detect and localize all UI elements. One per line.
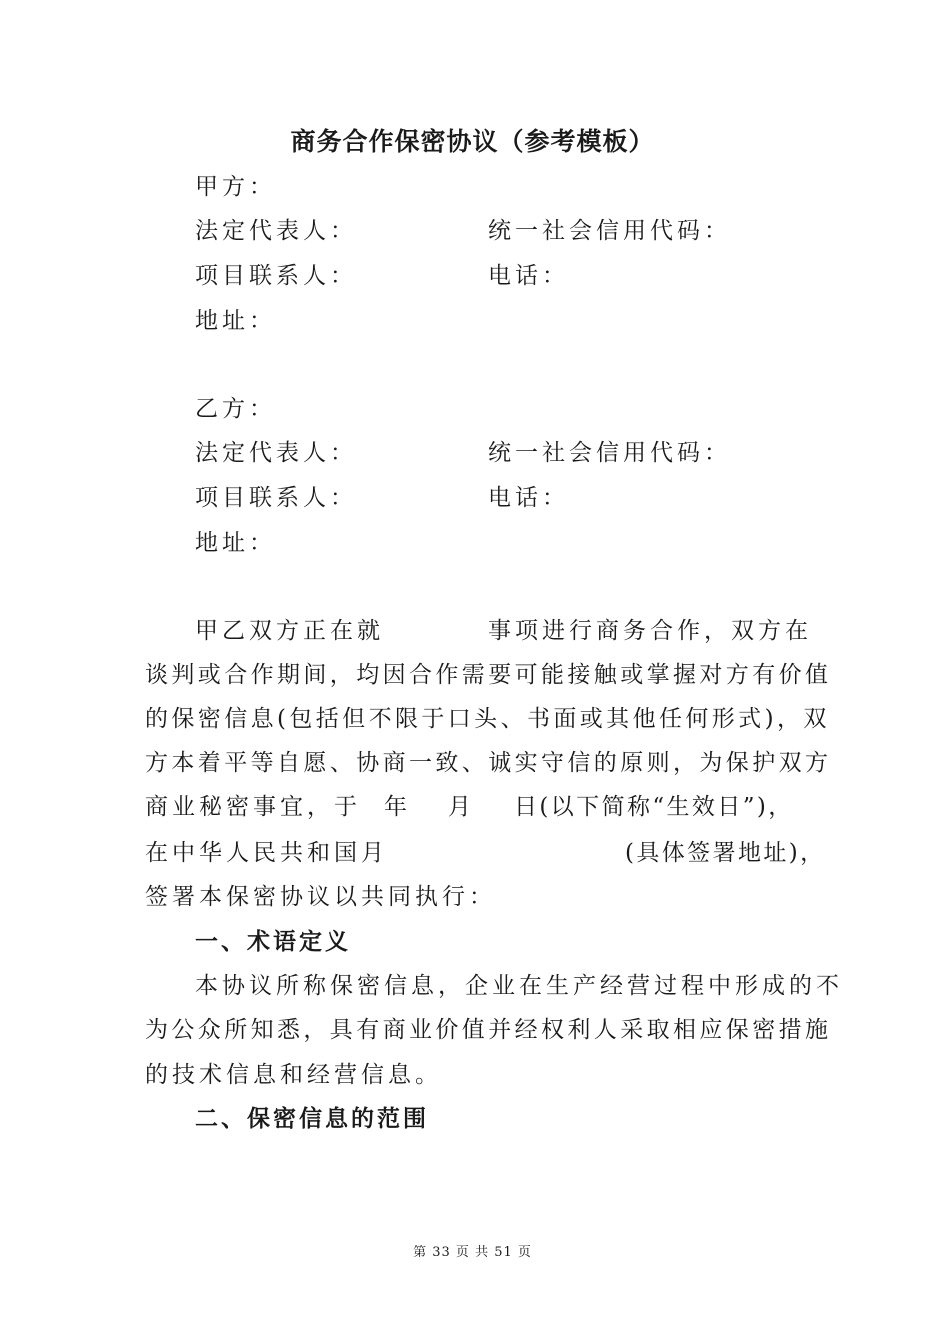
section-1-line-2: 为公众所知悉，具有商业价值并经权利人采取相应保密措施 xyxy=(145,1017,832,1043)
party-b-phone: 电话： xyxy=(488,485,569,511)
preamble-line-7: 签署本保密协议以共同执行： xyxy=(145,884,496,910)
preamble-line-3: 的保密信息(包括但不限于口头、书面或其他任何形式)，双 xyxy=(145,706,830,732)
preamble-line-5a: 商业秘密事宜，于 xyxy=(145,794,361,820)
section-1-line-1: 本协议所称保密信息，企业在生产经营过程中形成的不 xyxy=(195,973,843,999)
preamble-line-5b: 日(以下简称“生效日”)， xyxy=(514,794,794,820)
section-1-heading: 一、术语定义 xyxy=(195,929,351,955)
preamble-line-6a: 在中华人民共和国月 xyxy=(145,840,388,866)
party-a-legal-rep: 法定代表人： xyxy=(195,218,357,244)
preamble-line-1b: 事项进行商务合作，双方在 xyxy=(488,618,812,644)
preamble-line-4: 方本着平等自愿、协商一致、诚实守信的原则，为保护双方 xyxy=(145,750,832,776)
preamble-line-6b: (具体签署地址)， xyxy=(625,840,826,866)
section-2-heading: 二、保密信息的范围 xyxy=(195,1106,429,1132)
party-a-phone: 电话： xyxy=(488,263,569,289)
party-a-label: 甲方： xyxy=(195,174,276,200)
party-b-address: 地址： xyxy=(195,530,276,556)
party-a-credit-code: 统一社会信用代码： xyxy=(488,218,731,244)
party-b-legal-rep: 法定代表人： xyxy=(195,440,357,466)
preamble-line-2: 谈判或合作期间，均因合作需要可能接触或掌握对方有价值 xyxy=(145,662,832,688)
party-b-credit-code: 统一社会信用代码： xyxy=(488,440,731,466)
party-a-address: 地址： xyxy=(195,308,276,334)
section-1-line-3: 的技术信息和经营信息。 xyxy=(145,1062,442,1088)
page-title: 商务合作保密协议（参考模板） xyxy=(290,127,655,156)
party-b-label: 乙方： xyxy=(195,396,276,422)
page-number: 第 33 页 共 51 页 xyxy=(413,1245,532,1260)
preamble-line-5-month: 月 xyxy=(448,794,475,820)
preamble-line-1a: 甲乙双方正在就 xyxy=(195,618,384,644)
preamble-line-5-year: 年 xyxy=(384,794,411,820)
party-a-contact: 项目联系人： xyxy=(195,263,357,289)
party-b-contact: 项目联系人： xyxy=(195,485,357,511)
